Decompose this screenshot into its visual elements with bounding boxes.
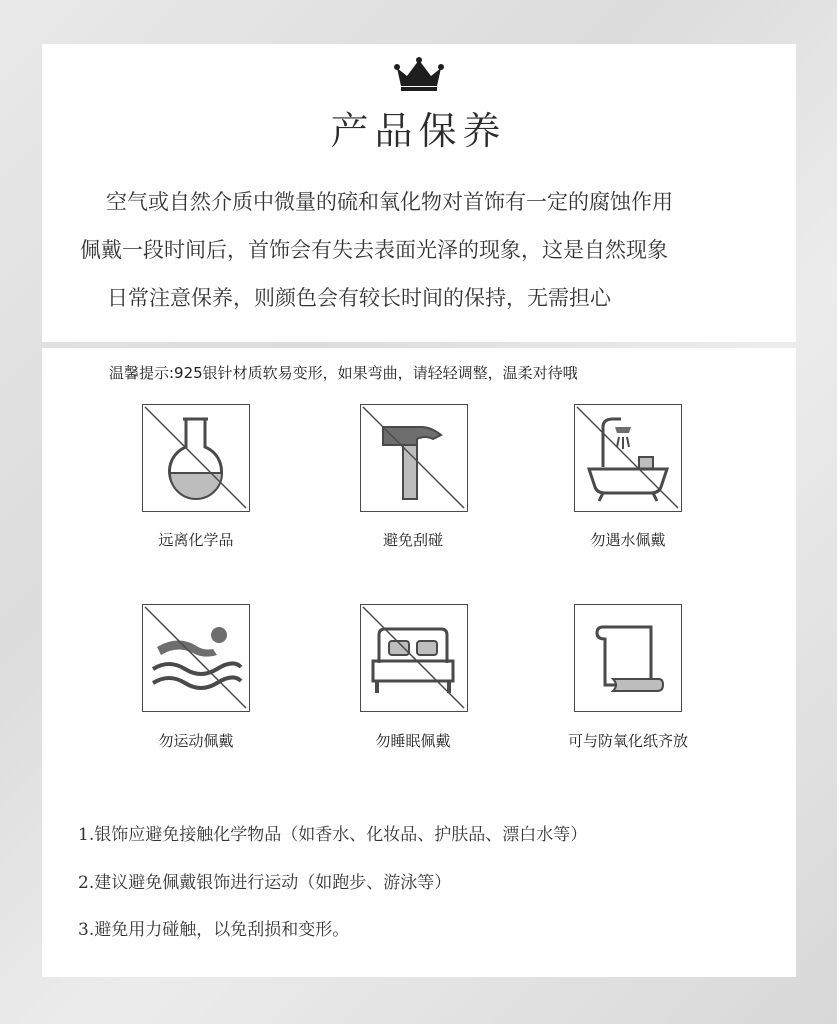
paper-scroll-icon bbox=[574, 604, 682, 712]
care-note: 2.建议避免佩戴银饰进行运动（如跑步、游泳等） bbox=[78, 873, 452, 893]
flask-icon bbox=[142, 404, 250, 512]
care-note: 3.避免用力碰触，以免刮损和变形。 bbox=[78, 920, 350, 940]
tip-text: 温馨提示:925银针材质软易变形，如果弯曲，请轻轻调整，温柔对待哦 bbox=[109, 364, 578, 382]
crown-icon bbox=[394, 56, 444, 92]
hammer-icon bbox=[360, 404, 468, 512]
intro-line: 空气或自然介质中微量的硫和氧化物对首饰有一定的腐蚀作用 bbox=[106, 190, 673, 214]
intro-line: 佩戴一段时间后，首饰会有失去表面光泽的现象，这是自然现象 bbox=[80, 238, 668, 262]
swimmer-icon bbox=[142, 604, 250, 712]
bed-icon bbox=[360, 604, 468, 712]
care-item-label: 避免刮碰 bbox=[382, 531, 443, 549]
care-item-label: 勿运动佩戴 bbox=[158, 732, 234, 750]
care-item-label: 可与防氧化纸齐放 bbox=[567, 732, 688, 750]
care-item-label: 勿遇水佩戴 bbox=[590, 531, 666, 549]
bathtub-shower-icon bbox=[574, 404, 682, 512]
care-note: 1.银饰应避免接触化学物品（如香水、化妆品、护肤品、漂白水等） bbox=[78, 825, 588, 845]
care-item-label: 勿睡眠佩戴 bbox=[375, 732, 451, 750]
page-title: 产品保养 bbox=[330, 109, 507, 153]
care-item-label: 远离化学品 bbox=[158, 531, 234, 549]
intro-line: 日常注意保养，则颜色会有较长时间的保持，无需担心 bbox=[107, 286, 611, 310]
